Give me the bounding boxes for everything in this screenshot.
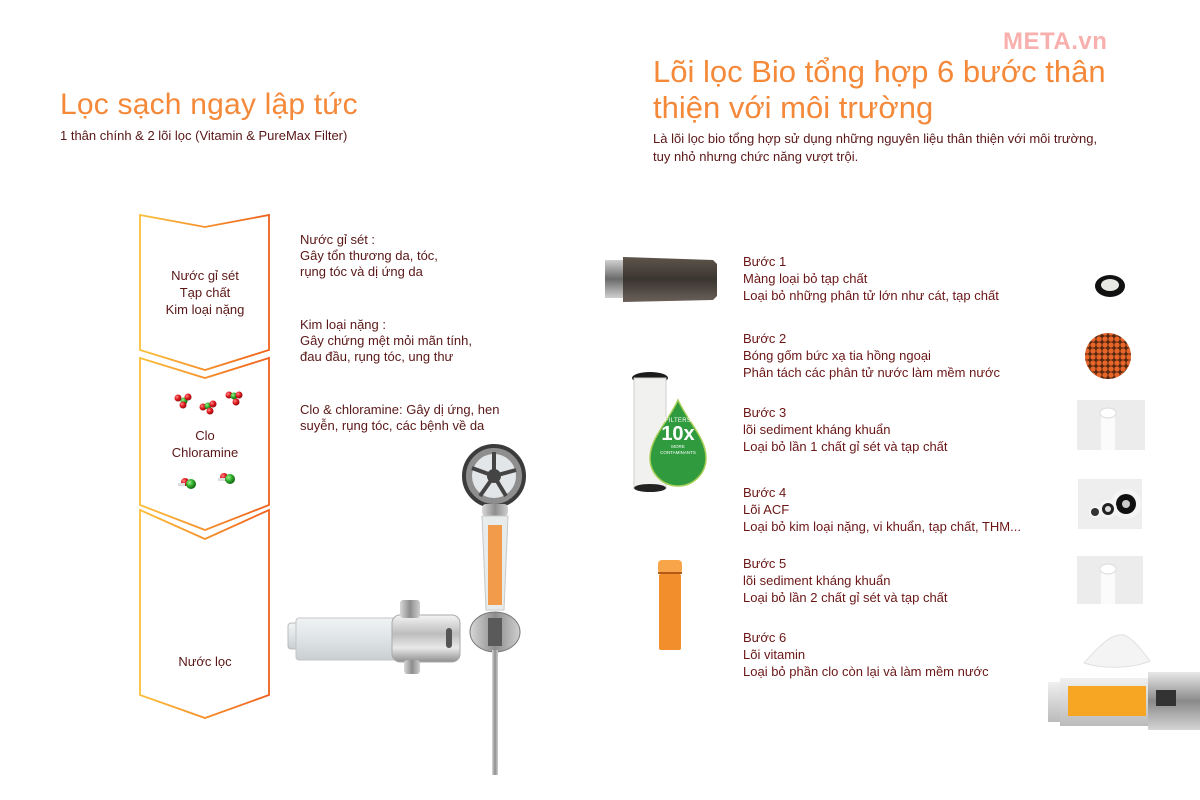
step-label: Bước 2 xyxy=(743,331,787,346)
description-line: đau đầu, rụng tóc, ung thư xyxy=(300,349,454,364)
badge-top: FILTERS xyxy=(664,418,692,424)
description-heading: Nước gỉ sét : xyxy=(300,232,376,247)
step-1 xyxy=(743,253,999,304)
step-2-ceramic-balls-icon xyxy=(1084,330,1132,382)
step-desc: Loại bỏ những phân tử lớn như cát, tạp chất xyxy=(743,288,999,303)
left-title: Lọc sạch ngay lập tức xyxy=(60,88,358,121)
step-desc: Loại bỏ phần clo còn lại và làm mềm nước xyxy=(743,664,989,679)
description-line: rụng tóc và dị ứng da xyxy=(300,264,423,279)
step-2 xyxy=(743,330,1000,381)
badge-big: 10x xyxy=(661,423,695,445)
right-subtitle xyxy=(653,130,1183,166)
chevron-3-line: Nước lọc xyxy=(178,654,232,669)
step-5 xyxy=(743,555,948,606)
step-6-vitamin-powder-icon xyxy=(1082,633,1152,669)
chevron-1-line: Nước gỉ sét xyxy=(171,268,239,283)
badge-text xyxy=(650,418,706,456)
step-name: Màng loại bỏ tạp chất xyxy=(743,271,868,286)
badge-contaminants: CONTAMINANTS xyxy=(660,450,696,455)
description-chlorine xyxy=(300,402,499,434)
step-name: lõi sediment kháng khuẩn xyxy=(743,422,891,437)
chevron-1-label xyxy=(140,267,270,318)
chevron-2-line: Chloramine xyxy=(171,445,239,460)
vitamin-filter-image xyxy=(655,556,685,656)
step-desc: Phân tách các phân tử nước làm mềm nước xyxy=(743,365,1001,380)
step-label: Bước 3 xyxy=(743,405,787,420)
step-6 xyxy=(743,629,989,680)
step-label: Bước 1 xyxy=(743,254,787,269)
step-label: Bước 4 xyxy=(743,485,787,500)
membrane-filter-image xyxy=(605,250,720,310)
chevron-2-label xyxy=(140,427,270,461)
step-name: Lõi ACF xyxy=(743,502,790,517)
step-label: Bước 5 xyxy=(743,556,787,571)
step-4 xyxy=(743,484,1021,535)
step-name: Lõi vitamin xyxy=(743,647,806,662)
step-desc: Loại bỏ kim loại nặng, vi khuẩn, tạp chất, THM... xyxy=(743,519,1021,534)
chevron-3-label xyxy=(140,653,270,670)
right-title xyxy=(653,54,1193,126)
step-name: Bóng gốm bức xạ tia hồng ngoại xyxy=(743,348,931,363)
step-4-acf-image xyxy=(1078,479,1142,529)
step-name: lõi sediment kháng khuẩn xyxy=(743,573,891,588)
right-subtitle-line2: tuy nhỏ nhưng chức năng vượt trội. xyxy=(653,149,859,164)
step-desc: Loại bỏ lần 2 chất gỉ sét và tạp chất xyxy=(743,590,948,605)
chevron-1-line: Tạp chất xyxy=(179,285,231,300)
description-line: Gây tổn thương da, tóc, xyxy=(300,248,438,263)
right-title-line2: thiện với môi trường xyxy=(653,90,934,125)
chevron-1-line: Kim loại nặng xyxy=(165,302,245,317)
description-line: Gây chứng mệt mỏi mãn tính, xyxy=(300,333,472,348)
description-line: Clo & chloramine: Gây dị ứng, hen xyxy=(300,402,500,417)
step-3-sediment-image xyxy=(1077,400,1145,450)
badge-more: MORE xyxy=(671,444,685,449)
step-1-membrane-icon xyxy=(1090,270,1130,302)
vitamin-cartridge-image xyxy=(1048,670,1200,732)
chevron-3 xyxy=(140,510,269,718)
description-line: suyễn, rụng tóc, các bệnh về da xyxy=(300,418,485,433)
description-rust xyxy=(300,232,438,280)
description-heavy-metal xyxy=(300,317,472,365)
step-3 xyxy=(743,404,948,455)
right-subtitle-line1: Là lõi lọc bio tổng hợp sử dụng những nguyên liệu thân thiện với môi trường, xyxy=(653,131,1098,146)
description-heading: Kim loại nặng : xyxy=(300,317,386,332)
right-title-line1: Lõi lọc Bio tổng hợp 6 bước thân xyxy=(653,54,1106,89)
shower-filter-product-image xyxy=(280,440,550,790)
step-label: Bước 6 xyxy=(743,630,787,645)
chevron-2-line: Clo xyxy=(195,428,215,443)
step-desc: Loại bỏ lần 1 chất gỉ sét và tạp chất xyxy=(743,439,948,454)
step-5-sediment-image xyxy=(1077,556,1143,604)
left-subtitle: 1 thân chính & 2 lõi lọc (Vitamin & PureMax Filter) xyxy=(60,128,348,143)
watermark-logo: META.vn xyxy=(1003,28,1108,55)
